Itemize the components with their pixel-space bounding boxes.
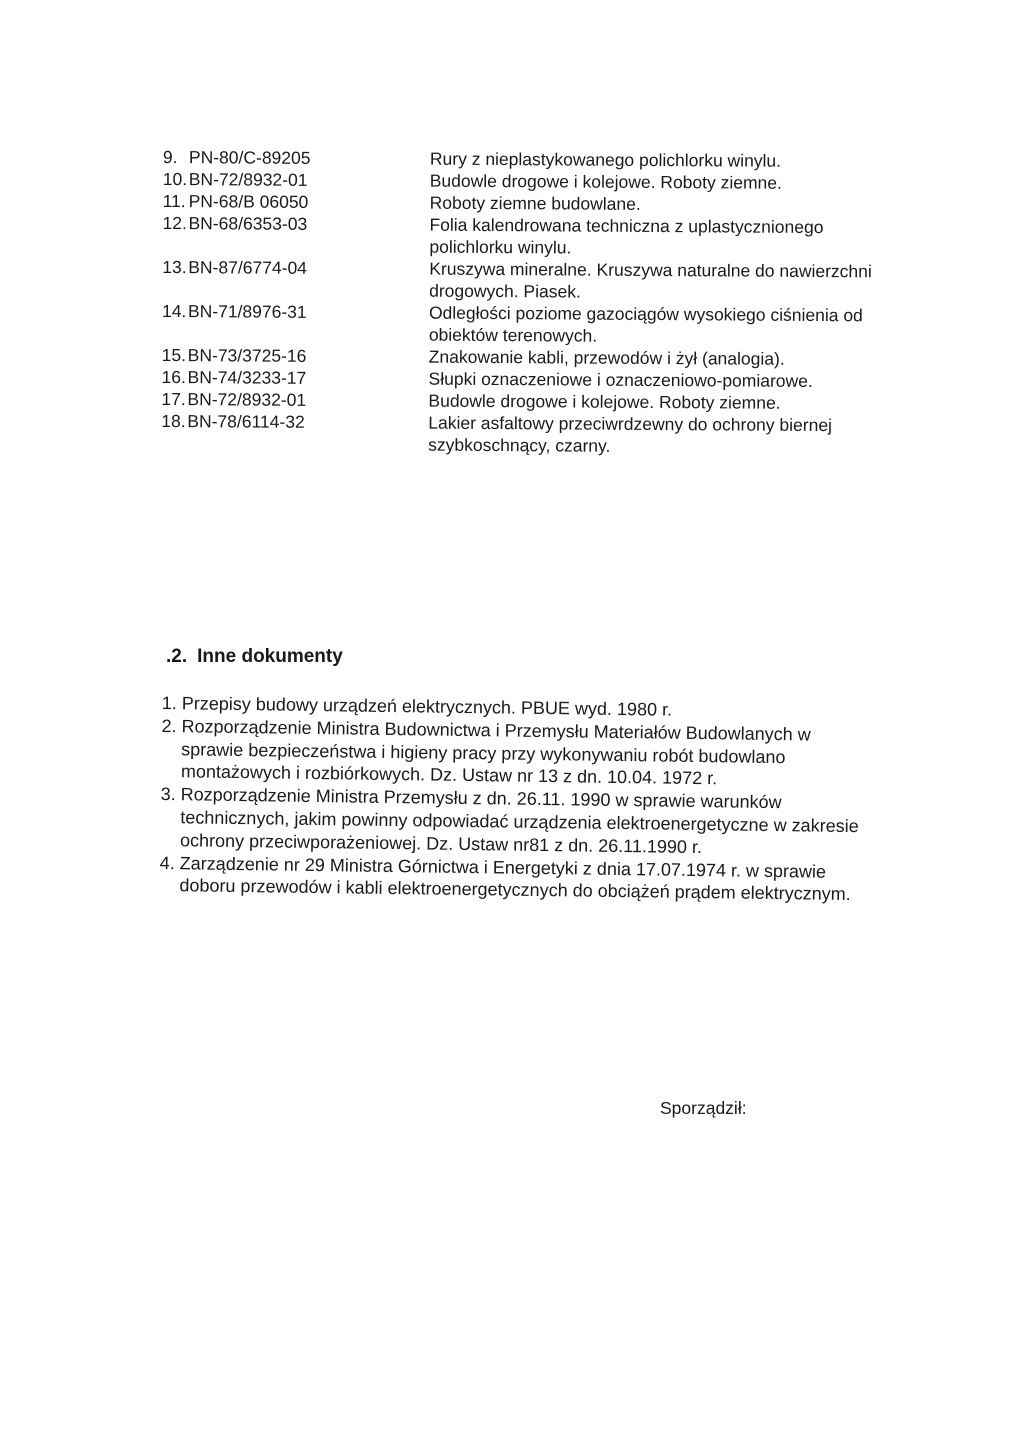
norm-number: 17. [161, 388, 186, 410]
norm-code: BN-72/8932-01 [187, 389, 307, 410]
norm-code: BN-71/8976-31 [187, 301, 307, 322]
norm-description [430, 170, 963, 195]
norm-description-line: Rury z nieplastykowanego polichlorku winylu. [429, 148, 782, 171]
norm-code: BN-87/6774-04 [188, 257, 308, 278]
document-line: ochrony przeciwporażeniowej. Dz. Ustaw nr81 z dn. 26.11.1990 r. [179, 830, 703, 857]
norm-row [162, 256, 962, 305]
document-item [159, 852, 980, 908]
norm-description-line: obiektów terenowych. [428, 324, 598, 346]
document-line: sprawie bezpieczeństwa i higieny pracy przy wykonywaniu robót budowlano [181, 738, 786, 767]
norm-code-cell [163, 168, 430, 192]
norms-list [161, 146, 963, 459]
norm-code: BN-74/3233-17 [187, 367, 307, 388]
signature-label: Sporządził: [660, 1098, 747, 1118]
norm-description [430, 192, 963, 217]
norm-row [162, 300, 962, 349]
document-text [179, 852, 980, 908]
norm-number: 15. [161, 344, 187, 366]
norm-code-cell [162, 300, 429, 324]
document-text [181, 715, 982, 794]
norm-code-cell [162, 256, 429, 280]
norm-code-cell [162, 366, 429, 390]
norm-description [429, 346, 962, 371]
norm-description [428, 390, 961, 415]
norm-code-cell [163, 146, 430, 170]
norm-number: 18. [161, 410, 186, 432]
norm-row [161, 410, 961, 459]
norm-description-line: Znakowanie kabli, przewodów i żył (analogia). [428, 346, 785, 369]
norm-number: 9. [162, 146, 178, 168]
norm-code: BN-72/8932-01 [188, 169, 308, 190]
norm-description-line: szybkoschnący, czarny. [428, 434, 611, 456]
norm-description-line: Folia kalendrowana techniczna z uplastycznionego [429, 214, 824, 238]
norm-description-line: Słupki oznaczeniowe i oznaczeniowo-pomiarowe. [428, 368, 813, 391]
document-line: technicznych, jakim powinny odpowiadać urządzenia elektroenergetyczne w zakresie [180, 807, 859, 837]
norm-code: BN-68/6353-03 [188, 213, 308, 234]
norm-description-line: Budowle drogowe i kolejowe. Roboty ziemne. [429, 170, 782, 193]
norm-code-cell [162, 344, 429, 368]
document-line: Rozporządzenie Ministra Przemysłu z dn. 26.11. 1990 w sprawie warunków [180, 784, 782, 813]
norm-description [429, 214, 962, 261]
norm-description-line: Odległości poziome gazociągów wysokiego ciśnienia od [428, 302, 863, 326]
norm-description-line: drogowych. Piasek. [429, 280, 581, 302]
norm-description [430, 148, 963, 173]
document-text [180, 783, 981, 862]
norm-code-cell [163, 190, 430, 214]
norm-description-line: Kruszywa mineralne. Kruszywa naturalne do nawierzchni [429, 258, 872, 282]
norm-number: 13. [162, 256, 187, 278]
document-item [160, 783, 981, 862]
document-line: doboru przewodów i kabli elektroenergetycznych do obciążeń prądem elektrycznym. [179, 875, 851, 905]
section-number: .2. [166, 646, 188, 667]
norm-description [429, 302, 962, 349]
norm-number: 14. [161, 300, 187, 322]
norm-code: BN-78/6114-32 [187, 411, 305, 432]
document-number: 3. [160, 784, 176, 805]
document-line: Rozporządzenie Ministra Budownictwa i Przemysłu Materiałów Budowlanych w [181, 716, 811, 745]
document-item [161, 715, 982, 794]
documents-list [159, 692, 982, 908]
section-title: Inne dokumenty [197, 646, 343, 667]
norm-code-cell [162, 212, 429, 236]
document-number: 4. [159, 852, 175, 873]
document-line: montażowych i rozbiórkowych. Dz. Ustaw nr 13 z dn. 10.04. 1972 r. [180, 761, 718, 789]
norm-description-line: Roboty ziemne budowlane. [429, 192, 641, 214]
norm-code: BN-73/3725-16 [187, 345, 307, 366]
norm-description-line: polichlorku winylu. [429, 236, 572, 258]
norm-code-cell [161, 410, 428, 434]
norm-number: 10. [162, 168, 188, 190]
document-line: Przepisy budowy urządzeń elektrycznych. PBUE wyd. 1980 r. [181, 693, 673, 720]
norm-description-line: Lakier asfaltowy przeciwrdzewny do ochrony biernej [428, 412, 833, 436]
norm-code-cell [161, 388, 428, 412]
norm-description [429, 258, 962, 305]
norm-code: PN-80/C-89205 [188, 147, 311, 168]
norm-number: 11. [162, 190, 186, 212]
document-number: 1. [161, 692, 178, 714]
norm-number: 12. [162, 212, 187, 234]
norm-description [429, 368, 962, 393]
document-number: 2. [161, 715, 177, 736]
section-heading [166, 646, 343, 668]
norm-number: 16. [161, 366, 186, 388]
norm-description [428, 412, 961, 459]
document-line: Zarządzenie nr 29 Ministra Górnictwa i Energetyki z dnia 17.07.1974 r. w sprawie [179, 852, 827, 882]
norm-description-line: Budowle drogowe i kolejowe. Roboty ziemne. [428, 390, 781, 413]
norm-code: PN-68/B 06050 [188, 191, 309, 212]
norm-row [162, 212, 962, 261]
